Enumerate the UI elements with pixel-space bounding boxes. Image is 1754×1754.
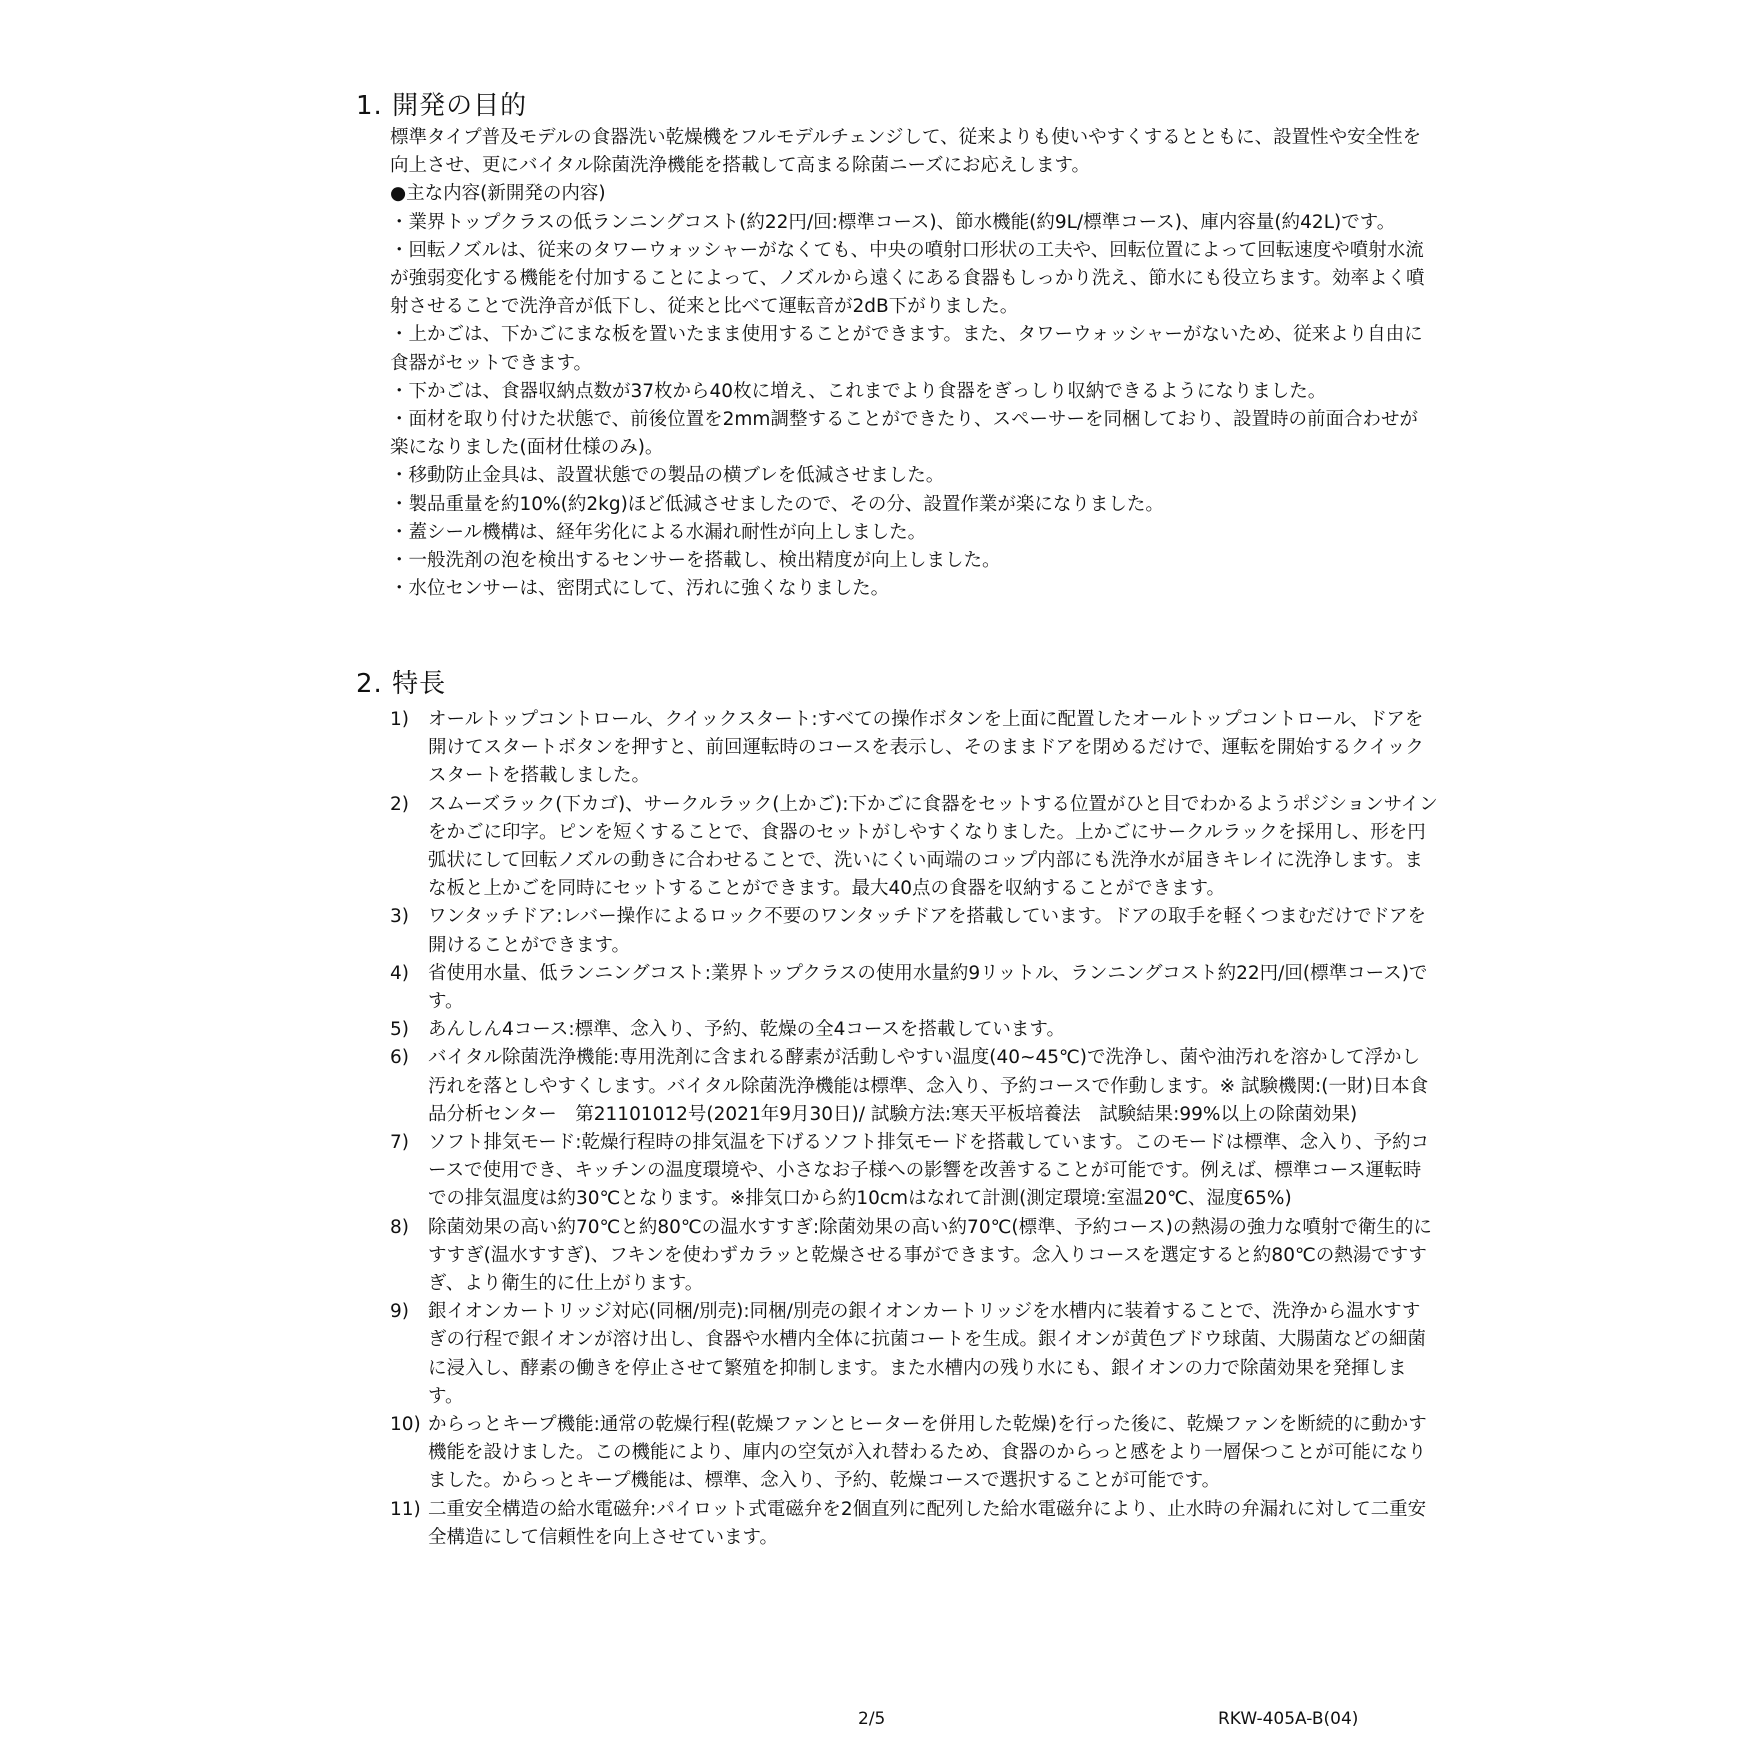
page-number: 2/5 [858, 1709, 886, 1729]
feature-number: 4) [390, 962, 409, 984]
feature-item [388, 1214, 1438, 1299]
feature-list [388, 706, 1438, 1552]
purpose-item: ・上かごは、下かごにまな板を置いたまま使用することができます。また、タワーウォッシャーがないため、従来より自由に食器がセットできます。 [390, 324, 1423, 374]
feature-number: 3) [390, 906, 409, 928]
feature-text: ワンタッチドア:レバー操作によるロック不要のワンタッチドアを搭載しています。ドアの取手を軽くつまむだけでドアを開けることができます。 [428, 906, 1427, 956]
feature-text: 銀イオンカートリッジ対応(同梱/別売):同梱/別売の銀イオンカートリッジを水槽内に装着することで、洗浄から温水すすぎの行程で銀イオンが溶け出し、食器や水槽内全体に抗菌コートを生成。銀イオンが黄色ブドウ球菌、大腸菌などの細菌に浸入し、酵素の働きを停止させて繁殖を抑制します。また水槽内の残り水にも、銀イオンの力で除菌効果を発揮します。 [428, 1301, 1426, 1407]
feature-text: あんしん4コース:標準、念入り、予約、乾燥の全4コースを搭載しています。 [428, 1019, 1065, 1041]
purpose-item: ・蓋シール機構は、経年劣化による水漏れ耐性が向上しました。 [390, 521, 927, 543]
feature-text: 二重安全構造の給水電磁弁:パイロット式電磁弁を2個直列に配列した給水電磁弁により、止水時の弁漏れに対して二重安全構造にして信頼性を向上させています。 [428, 1498, 1427, 1548]
feature-text: バイタル除菌洗浄機能:専用洗剤に含まれる酵素が活動しやすい温度(40~45℃)で洗浄し、菌や油汚れを溶かして浮かし汚れを落としやすくします。バイタル除菌洗浄機能は標準、念入り、予約コースで作動します。※ 試験機関:(一財)日本食品分析センター 第21101012号(2021年9月30日)/ 試験方法:寒天平板培養法 試験結果:99%以上の除菌効果) [428, 1047, 1429, 1125]
feature-item [388, 903, 1438, 959]
feature-item [388, 1016, 1438, 1044]
purpose-body [390, 124, 1430, 603]
purpose-item: ・回転ノズルは、従来のタワーウォッシャーがなくても、中央の噴射口形状の工夫や、回転位置によって回転速度や噴射水流が強弱変化する機能を付加することによって、ノズルから遠くにある食器もしっかり洗え、節水にも役立ちます。効率よく噴射させることで洗浄音が低下し、従来と比べて運転音が2dB下がりました。 [390, 239, 1425, 318]
feature-text: ソフト排気モード:乾燥行程時の排気温を下げるソフト排気モードを搭載しています。このモードは標準、念入り、予約コースで使用でき、キッチンの温度環境や、小さなお子様への影響を改善することが可能です。例えば、標準コース運転時での排気温度は約30℃となります。※排気口から約10cmはなれて計測(測定環境:室温20℃、湿度65%) [428, 1132, 1430, 1210]
purpose-item: ・業界トップクラスの低ランニングコスト(約22円/回:標準コース)、節水機能(約9L/標準コース)、庫内容量(約42L)です。 [390, 211, 1396, 233]
feature-text: オールトップコントロール、クイックスタート:すべての操作ボタンを上面に配置したオールトップコントロール、ドアを開けてスタートボタンを押すと、前回運転時のコースを表示し、そのままドアを閉めるだけで、運転を開始するクイックスタートを搭載しました。 [428, 709, 1424, 787]
purpose-item: ・水位センサーは、密閉式にして、汚れに強くなりました。 [390, 578, 890, 600]
feature-text: からっとキープ機能:通常の乾燥行程(乾燥ファンとヒーターを併用した乾燥)を行った後に、乾燥ファンを断続的に動かす機能を設けました。この機能により、庫内の空気が入れ替わるため、食器のからっと感をより一層保つことが可能になりました。からっとキープ機能は、標準、念入り、予約、乾燥コースで選択することが可能です。 [428, 1414, 1427, 1492]
feature-item [388, 1129, 1438, 1214]
feature-item [388, 1298, 1438, 1411]
purpose-subheading: ●主な内容(新開発の内容) [390, 183, 606, 205]
feature-item [388, 791, 1438, 904]
feature-text: 省使用水量、低ランニングコスト:業界トップクラスの使用水量約9リットル、ランニングコスト約22円/回(標準コース)です。 [428, 962, 1428, 1013]
feature-number: 7) [390, 1132, 409, 1154]
feature-item [388, 960, 1438, 1016]
feature-number: 2) [390, 793, 409, 815]
feature-item [388, 706, 1438, 791]
feature-number: 8) [390, 1216, 409, 1238]
purpose-item: ・下かごは、食器収納点数が37枚から40枚に増え、これまでより食器をぎっしり収納できるようになりました。 [390, 380, 1327, 402]
feature-number: 10) [390, 1414, 421, 1436]
feature-text: スムーズラック(下カゴ)、サークルラック(上かご):下かごに食器をセットする位置がひと目でわかるようポジションサインをかごに印字。ピンを短くすることで、食器のセットがしやすくなりました。上かごにサークルラックを採用し、形を円弧状にして回転ノズルの動きに合わせることで、洗いにくい両端のコップ内部にも洗浄水が届きキレイに洗浄します。まな板と上かごを同時にセットすることができます。最大40点の食器を収納することができます。 [428, 793, 1438, 900]
purpose-item: ・製品重量を約10%(約2kg)ほど低減させましたので、その分、設置作業が楽になりました。 [390, 493, 1164, 515]
feature-number: 6) [390, 1047, 409, 1069]
purpose-item: ・移動防止金具は、設置状態での製品の横ブレを低減させました。 [390, 465, 945, 487]
feature-item [388, 1411, 1438, 1496]
section-heading-features: 2. 特長 [356, 669, 447, 699]
feature-item [388, 1044, 1438, 1129]
feature-text: 除菌効果の高い約70℃と約80℃の温水すすぎ:除菌効果の高い約70℃(標準、予約コース)の熱湯の強力な噴射で衛生的にすすぎ(温水すすぎ)、フキンを使わずカラッと乾燥させる事ができます。念入りコースを選定すると約80℃の熱湯ですすぎ、より衛生的に仕上がります。 [428, 1216, 1432, 1295]
section-heading-purpose: 1. 開発の目的 [356, 91, 528, 121]
feature-item [388, 1496, 1438, 1552]
feature-number: 1) [390, 709, 409, 730]
purpose-item: ・一般洗剤の泡を検出するセンサーを搭載し、検出精度が向上しました。 [390, 550, 1001, 572]
feature-number: 11) [390, 1498, 421, 1520]
purpose-intro: 標準タイプ普及モデルの食器洗い乾燥機をフルモデルチェンジして、従来よりも使いやすくするとともに、設置性や安全性を向上させ、更にバイタル除菌洗浄機能を搭載して高まる除菌ニーズにお応えします。 [390, 127, 1422, 177]
document-code: RKW-405A-B(04) [1218, 1709, 1359, 1729]
purpose-item: ・面材を取り付けた状態で、前後位置を2mm調整することができたり、スペーサーを同梱しており、設置時の前面合わせが楽になりました(面材仕様のみ)。 [390, 409, 1418, 459]
feature-number: 5) [390, 1019, 409, 1041]
feature-number: 9) [390, 1301, 409, 1323]
